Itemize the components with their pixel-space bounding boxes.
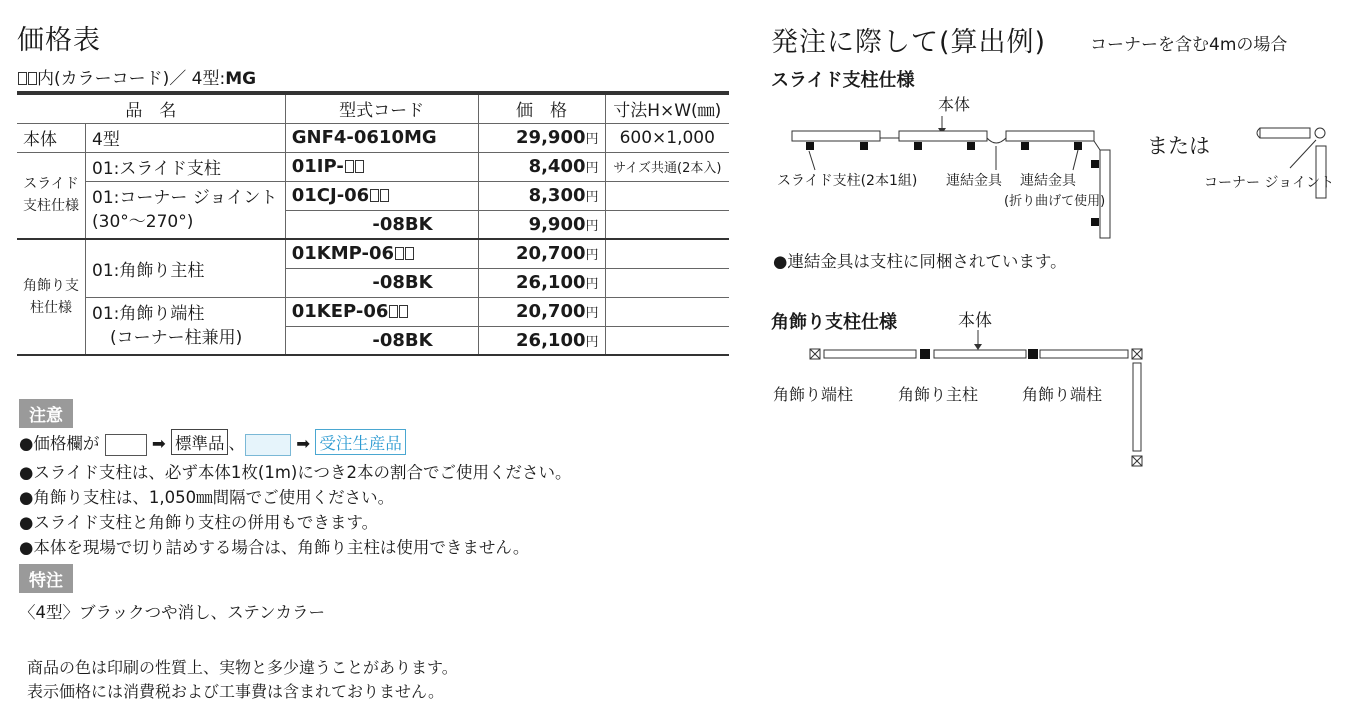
price-table	[17, 93, 729, 356]
order-example-subtitle: コーナーを含む4mの場合	[1090, 35, 1288, 55]
label-end-post: 角飾り端柱	[773, 385, 854, 404]
note-item: ●角飾り支柱は、1,050㎜間隔でご使用ください。	[19, 488, 395, 507]
col-header-name: 品 名	[17, 94, 285, 123]
disclaimer: 商品の色は印刷の性質上、実物と多少違うことがあります。	[27, 658, 458, 677]
col-header-size: 寸法H×W(㎜)	[605, 94, 729, 123]
product-name: 01:スライド支柱	[86, 152, 286, 181]
price-legend: ●価格欄が ➡ 標準品 、 ➡ 受注生産品	[19, 429, 406, 456]
label-body-2: 本体	[958, 311, 992, 331]
table-row	[17, 152, 729, 181]
product-code: 01IP-	[285, 152, 478, 181]
product-price: 8,300円	[478, 181, 605, 210]
product-price: 9,900円	[478, 210, 605, 239]
label-end-post: 角飾り端柱	[1022, 385, 1103, 404]
product-price: 8,400円	[478, 152, 605, 181]
note-item: ●本体を現場で切り詰めする場合は、角飾り主柱は使用できません。	[19, 538, 530, 557]
label-connector-bent-note: (折り曲げて使用)	[1004, 194, 1106, 209]
label-connector: 連結金具	[946, 173, 1002, 189]
price-table-title: 価格表	[17, 25, 101, 56]
table-row	[17, 181, 729, 210]
product-size: 600×1,000	[605, 123, 729, 152]
made-to-order-badge: 受注生産品	[315, 429, 406, 455]
kaku-post-diagram	[800, 326, 1160, 476]
table-row	[17, 297, 729, 326]
product-code: GNF4-0610MG	[285, 123, 478, 152]
product-code: 01KMP-06	[285, 239, 478, 268]
price-table-subtitle: 内(カラーコード)／ 4型:MG	[17, 64, 256, 89]
product-code: -08BK	[285, 326, 478, 355]
slide-heading: スライド支柱仕様	[771, 70, 915, 91]
table-header-row	[17, 94, 729, 123]
note-item: ●スライド支柱は、必ず本体1枚(1m)につき2本の割合でご使用ください。	[19, 463, 572, 482]
kaku-heading: 角飾り支柱仕様	[771, 312, 897, 333]
product-name: 01:角飾り主柱	[86, 239, 286, 297]
blue-box-icon	[245, 434, 291, 456]
label-slide-post: スライド支柱(2本1組)	[777, 173, 918, 189]
product-code: 01KEP-06	[285, 297, 478, 326]
color-code-box	[18, 72, 27, 85]
white-box-icon	[105, 434, 147, 456]
note-item: ●スライド支柱と角飾り支柱の併用もできます。	[19, 513, 379, 532]
label-connector-bent: 連結金具	[1020, 173, 1076, 189]
color-code-box	[28, 72, 37, 85]
col-header-code: 型式コード	[285, 94, 478, 123]
label-main-post: 角飾り主柱	[898, 385, 979, 404]
category-body: 本体	[17, 123, 86, 152]
product-price: 20,700円	[478, 297, 605, 326]
label-corner-joint: コーナー ジョイント	[1204, 175, 1335, 191]
product-code: -08BK	[285, 210, 478, 239]
col-header-price: 価 格	[478, 94, 605, 123]
table-row	[17, 123, 729, 152]
disclaimer: 表示価格には消費税および工事費は含まれておりません。	[27, 682, 444, 701]
table-row	[17, 239, 729, 268]
product-name: 01:コーナー ジョイント (30°～270°)	[86, 181, 286, 239]
label-body: 本体	[938, 95, 971, 114]
category-kaku: 角飾り支柱仕様	[17, 239, 86, 355]
product-size: サイズ共通(2本入)	[605, 152, 729, 181]
product-price: 26,100円	[478, 268, 605, 297]
caution-label: 注意	[19, 399, 73, 428]
category-slide: スライド支柱仕様	[17, 152, 86, 239]
label-or: または	[1147, 134, 1210, 158]
order-example-title: 発注に際して(算出例)	[771, 27, 1047, 58]
product-price: 26,100円	[478, 326, 605, 355]
product-price: 20,700円	[478, 239, 605, 268]
product-code: 01CJ-06	[285, 181, 478, 210]
special-order-label: 特注	[19, 564, 73, 593]
standard-badge: 標準品	[171, 429, 229, 455]
special-order-text: 〈4型〉ブラックつや消し、ステンカラー	[19, 603, 326, 622]
slide-note: ●連結金具は支柱に同梱されています。	[773, 252, 1067, 271]
product-name: 01:角飾り端柱 (コーナー柱兼用)	[86, 297, 286, 355]
product-name: 4型	[86, 123, 286, 152]
product-code: -08BK	[285, 268, 478, 297]
product-price: 29,900円	[478, 123, 605, 152]
slide-post-diagram	[760, 88, 1340, 248]
